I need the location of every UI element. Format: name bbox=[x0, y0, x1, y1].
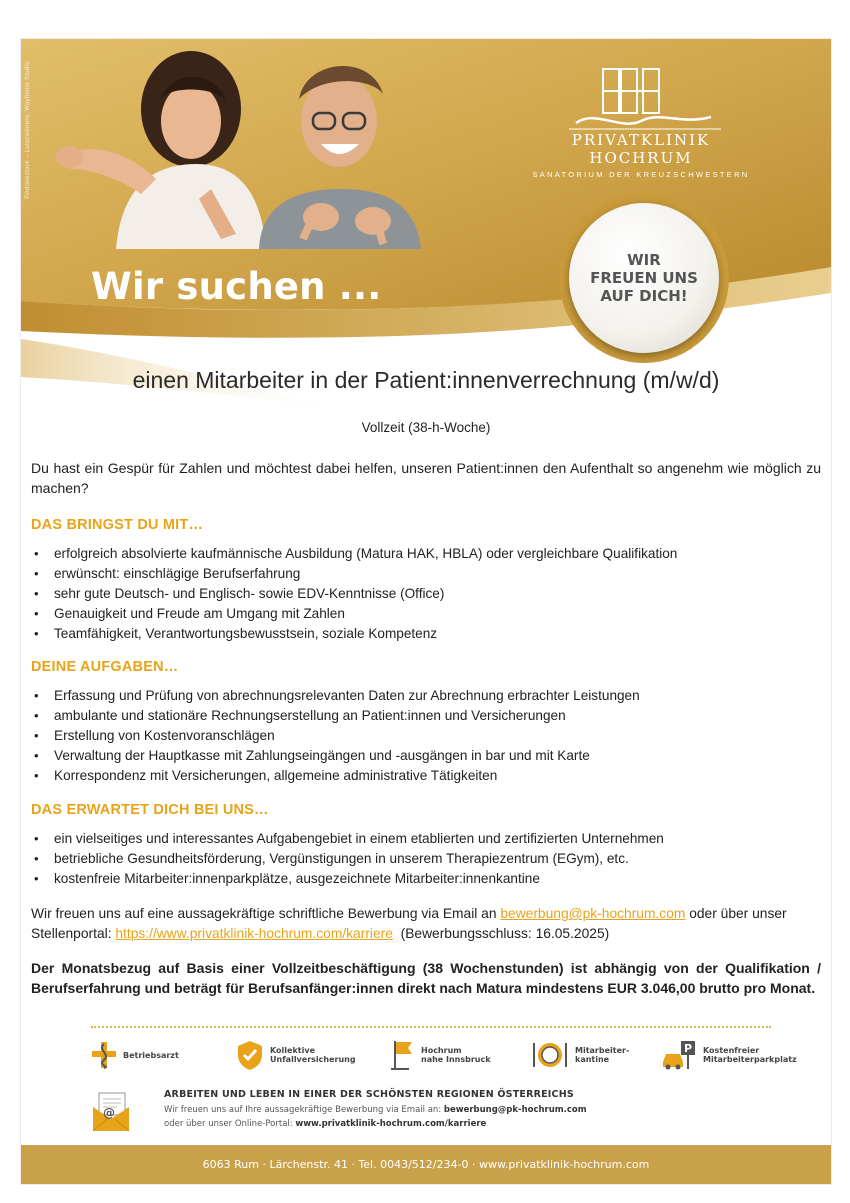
list-item: • erfolgreich absolvierte kaufmännische Ausbildung (Matura HAK, HBLA) oder vergleichbare Qualifikation bbox=[31, 544, 821, 564]
apply-text-1: Wir freuen uns auf eine aussagekräftige schriftliche Bewerbung via Email an bbox=[31, 906, 501, 921]
benefit-label: Kollektive Unfallversicherung bbox=[270, 1046, 356, 1064]
benefit-parking bbox=[661, 1037, 797, 1073]
benefit-accident-insurance bbox=[236, 1037, 356, 1073]
contact-line-1 bbox=[164, 1105, 587, 1115]
contact-block bbox=[91, 1087, 791, 1137]
list-item: • kostenfreie Mitarbeiter:innenparkplätze, ausgezeichnete Mitarbeiter:innenkantine bbox=[31, 869, 821, 889]
badge-line-1: WIR bbox=[627, 251, 661, 269]
employment-type: Vollzeit (38-h-Woche) bbox=[361, 420, 491, 435]
benefit-location bbox=[391, 1037, 491, 1073]
mail-icon bbox=[91, 1091, 131, 1133]
svg-text:P: P bbox=[684, 1042, 693, 1055]
list-item: • erwünscht: einschlägige Berufserfahrung bbox=[31, 564, 821, 584]
application-deadline: (Bewerbungsschluss: 16.05.2025) bbox=[400, 926, 610, 941]
svg-text:@: @ bbox=[103, 1106, 115, 1120]
headline: Wir suchen ... bbox=[91, 265, 382, 308]
list-item: • Erfassung und Prüfung von abrechnungsrelevanten Daten zur Abrechnung erbrachter Leistungen bbox=[31, 686, 821, 706]
list-item: • Genauigkeit und Freude am Umgang mit Zahlen bbox=[31, 604, 821, 624]
list-item: • ein vielseitiges und interessantes Aufgabengebiet in einem etablierten und zertifizierten Unternehmen bbox=[31, 829, 821, 849]
benefit-label: Kostenfreier Mitarbeiterparkplatz bbox=[703, 1046, 797, 1064]
list-item: • Verwaltung der Hauptkasse mit Zahlungseingängen und -ausgängen in bar und mit Karte bbox=[31, 746, 821, 766]
career-portal-link[interactable]: https://www.privatklinik-hochrum.com/karriere bbox=[115, 926, 393, 941]
badge-line-3: AUF DICH! bbox=[600, 287, 688, 305]
section-heading-tasks: DEINE AUFGABEN… bbox=[31, 659, 179, 675]
benefit-label: Mitarbeiter- kantine bbox=[575, 1046, 630, 1064]
requirements-list bbox=[31, 544, 821, 644]
section-heading-requirements: DAS BRINGST DU MIT… bbox=[31, 517, 204, 533]
benefits-icon-row bbox=[91, 1037, 797, 1077]
application-text bbox=[31, 904, 821, 944]
salary-info: Der Monatsbezug auf Basis einer Vollzeitbeschäftigung (38 Wochenstunden) ist abhängig von der Qualifikation / Berufserfahrung und beträgt für Berufsanfänger:innen direkt nach Matura mindestens EUR 3.046,00 brutto pro Monat. bbox=[31, 960, 821, 996]
parking-icon bbox=[661, 1040, 697, 1070]
apply-text-2: oder über unser Stellenportal: bbox=[31, 906, 787, 941]
footer-bar: 6063 Rum · Lärchenstr. 41 · Tel. 0043/512/234-0 · www.privatklinik-hochrum.com bbox=[21, 1145, 831, 1184]
benefit-company-doctor bbox=[91, 1037, 179, 1073]
job-ad-page bbox=[20, 38, 832, 1185]
benefit-label: Betriebsarzt bbox=[123, 1050, 179, 1060]
dining-icon bbox=[531, 1040, 569, 1070]
contact-line-2-text: oder über unser Online-Portal: bbox=[164, 1119, 296, 1129]
intro-text: Du hast ein Gespür für Zahlen und möchtest dabei helfen, unseren Patient:innen den Aufenthalt so angenehm wie möglich zu machen? bbox=[31, 460, 821, 496]
insurance-shield-icon bbox=[236, 1039, 264, 1071]
list-item: • Teamfähigkeit, Verantwortungsbewusstsein, soziale Kompetenz bbox=[31, 624, 821, 644]
logo-name: PRIVATKLINIK HOCHRUM bbox=[571, 131, 711, 167]
list-item: • sehr gute Deutsch- und Englisch- sowie EDV-Kenntnisse (Office) bbox=[31, 584, 821, 604]
dotted-divider bbox=[91, 1026, 771, 1028]
contact-portal-url[interactable]: www.privatklinik-hochrum.com/karriere bbox=[295, 1119, 487, 1129]
photo-credit: ©Adobestock – Luismolinero, Wayhome Studio bbox=[25, 61, 31, 199]
list-item: • Korrespondenz mit Versicherungen, allgemeine administrative Tätigkeiten bbox=[31, 766, 821, 786]
contact-line-1-text: Wir freuen uns auf Ihre aussagekräftige Bewerbung via Email an: bbox=[164, 1105, 444, 1115]
badge-line-2: FREUEN UNS bbox=[590, 269, 698, 287]
email-link[interactable]: bewerbung@pk-hochrum.com bbox=[500, 906, 686, 921]
contact-heading: ARBEITEN UND LEBEN IN EINER DER SCHÖNSTEN REGIONEN ÖSTERREICHS bbox=[164, 1089, 574, 1100]
contact-line-2 bbox=[164, 1119, 486, 1129]
benefit-label: Hochrum nahe Innsbruck bbox=[421, 1046, 491, 1064]
tasks-list bbox=[31, 686, 821, 786]
benefit-canteen bbox=[531, 1037, 629, 1073]
flag-icon bbox=[391, 1039, 415, 1071]
medical-icon bbox=[91, 1040, 117, 1070]
clinic-logo bbox=[521, 67, 761, 179]
job-title: einen Mitarbeiter in der Patient:innenverrechnung (m/w/d) bbox=[132, 367, 720, 393]
list-item: • ambulante und stationäre Rechnungserstellung an Patient:innen und Versicherungen bbox=[31, 706, 821, 726]
list-item: • betriebliche Gesundheitsförderung, Vergünstigungen in unserem Therapiezentrum (EGym), etc. bbox=[31, 849, 821, 869]
benefits-list bbox=[31, 829, 821, 889]
welcome-badge bbox=[569, 203, 719, 353]
logo-subtitle: SANATORIUM DER KREUZSCHWESTERN bbox=[532, 170, 750, 179]
section-heading-benefits: DAS ERWARTET DICH BEI UNS… bbox=[31, 802, 269, 818]
contact-email[interactable]: bewerbung@pk-hochrum.com bbox=[443, 1105, 587, 1115]
list-item: • Erstellung von Kostenvoranschlägen bbox=[31, 726, 821, 746]
